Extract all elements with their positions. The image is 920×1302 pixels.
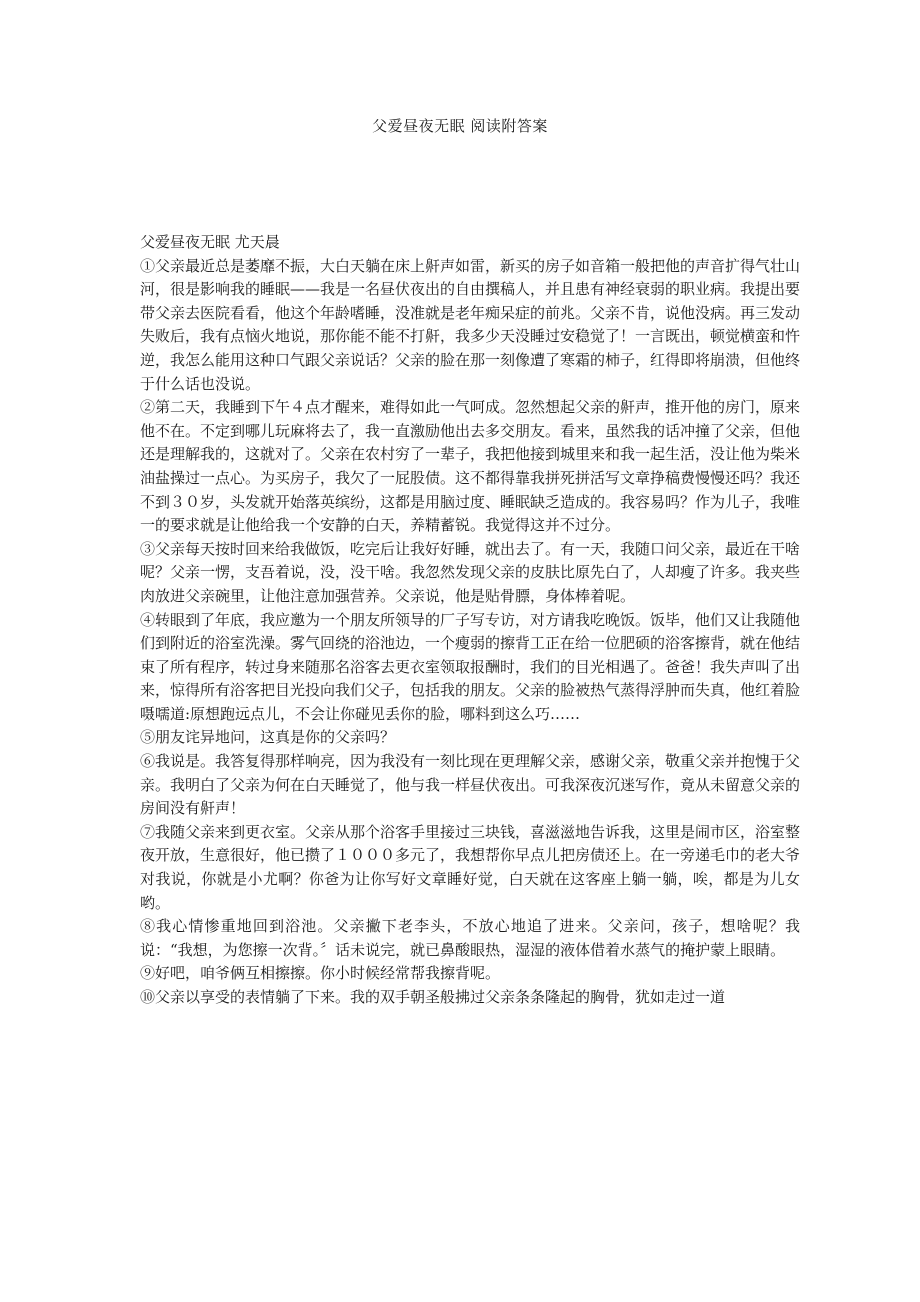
article-paragraph-2: ②第二天，我睡到下午４点才醒来，难得如此一气呵成。忽然想起父亲的鼾声，推开他的房门，原来他不在。不定到哪儿玩麻将去了，我一直激励他出去多交朋友。看来，虽然我的话冲撞了父亲，但他还是理解我的，这就对了。父亲在农村穷了一辈子，我把他接到城里来和我一起生活，没让他为柴米油盐操过一点心。为买房子，我欠了一屁股债。这不都得靠我拼死拼活写文章挣稿费慢慢还吗？我还不到３０岁，头发就开始落英缤纷，这都是用脑过度、睡眠缺乏造成的。我容易吗？作为儿子，我唯一的要求就是让他给我一个安静的白天，养精蓄锐。我觉得这并不过分。 <box>140 398 801 535</box>
article-paragraph-9: ⑨好吧，咱爷俩互相擦擦。你小时候经常帮我擦背呢。 <box>140 964 501 983</box>
article-paragraph-6: ⑥我说是。我答复得那样响亮，因为我没有一刻比现在更理解父亲，感谢父亲，敬重父亲并抱愧于父亲。我明白了父亲为何在白天睡觉了，他与我一样昼伏夜出。可我深夜沉迷写作，竟从未留意父亲的房间没有鼾声！ <box>140 752 801 818</box>
article-paragraph-8: ⑧我心情惨重地回到浴池。父亲撇下老李头，不放心地追了进来。父亲问，孩子，想啥呢？我说：“我想，为您擦一次背。〞话未说完，就已鼻酸眼热，湿湿的液体借着水蒸气的掩护蒙上眼睛。 <box>140 917 800 959</box>
article-paragraph-10: ⑩父亲以享受的表情躺了下来。我的双手朝圣般拂过父亲条条隆起的胸骨，犹如走过一道 <box>140 988 726 1006</box>
article-heading: 父爱昼夜无眠 尤天晨 <box>140 233 280 251</box>
article-paragraph-1: ①父亲最近总是萎靡不振，大白天躺在床上鼾声如雷，新买的房子如音箱一般把他的声音扩得气壮山河，很是影响我的睡眠——我是一名昼伏夜出的自由撰稿人，并且患有神经衰弱的职业病。我提出要带父亲去医院看看，他这个年龄嗜睡，没准就是老年痴呆症的前兆。父亲不肯，说他没病。再三发动失败后，我有点恼火地说，那你能不能不打鼾，我多少天没睡过安稳觉了！一言既出，顿觉横蛮和忤逆，我怎么能用这种口气跟父亲说话？父亲的脸在那一刻像遭了寒霜的柿子，红得即将崩溃，但他终于什么话也没说。 <box>140 256 801 393</box>
document-title: 父爱昼夜无眠 阅读附答案 <box>372 117 548 135</box>
article-paragraph-7: ⑦我随父亲来到更衣室。父亲从那个浴客手里接过三块钱，喜滋滋地告诉我，这里是闹市区，浴室整夜开放，生意很好，他已攒了１０００多元了，我想帮你早点儿把房债还上。在一旁递毛巾的老大爷对我说，你就是小尤啊？你爸为让你写好文章睡好觉，白天就在这客座上躺一躺，唉，都是为儿女哟。 <box>140 822 801 912</box>
article-paragraph-3: ③父亲每天按时回来给我做饭，吃完后让我好好睡，就出去了。有一天，我随口问父亲，最近在干啥呢？父亲一愣，支吾着说，没，没干啥。我忽然发现父亲的皮肤比原先白了，人却瘦了许多。我夹些肉放进父亲碗里，让他注意加强营养。父亲说，他是贴骨膘，身体棒着呢。 <box>140 539 801 605</box>
article-body <box>140 231 800 1010</box>
article-paragraph-5: ⑤朋友诧异地问，这真是你的父亲吗？ <box>140 728 396 747</box>
article-paragraph-4: ④转眼到了年底，我应邀为一个朋友所领导的厂子写专访，对方请我吃晚饭。饭毕，他们又让我随他们到附近的浴室洗澡。雾气回绕的浴池边，一个瘦弱的擦背工正在给一位肥硕的浴客擦背，就在他结束了所有程序，转过身来随那名浴客去更衣室领取报酬时，我们的目光相遇了。爸爸！我失声叫了出来，惊得所有浴客把目光投向我们父子，包括我的朋友。父亲的脸被热气蒸得浮肿而失真，他红着脸嗫嚅道:原想跑远点儿，不会让你碰见丢你的脸，哪料到这么巧…… <box>140 610 801 723</box>
